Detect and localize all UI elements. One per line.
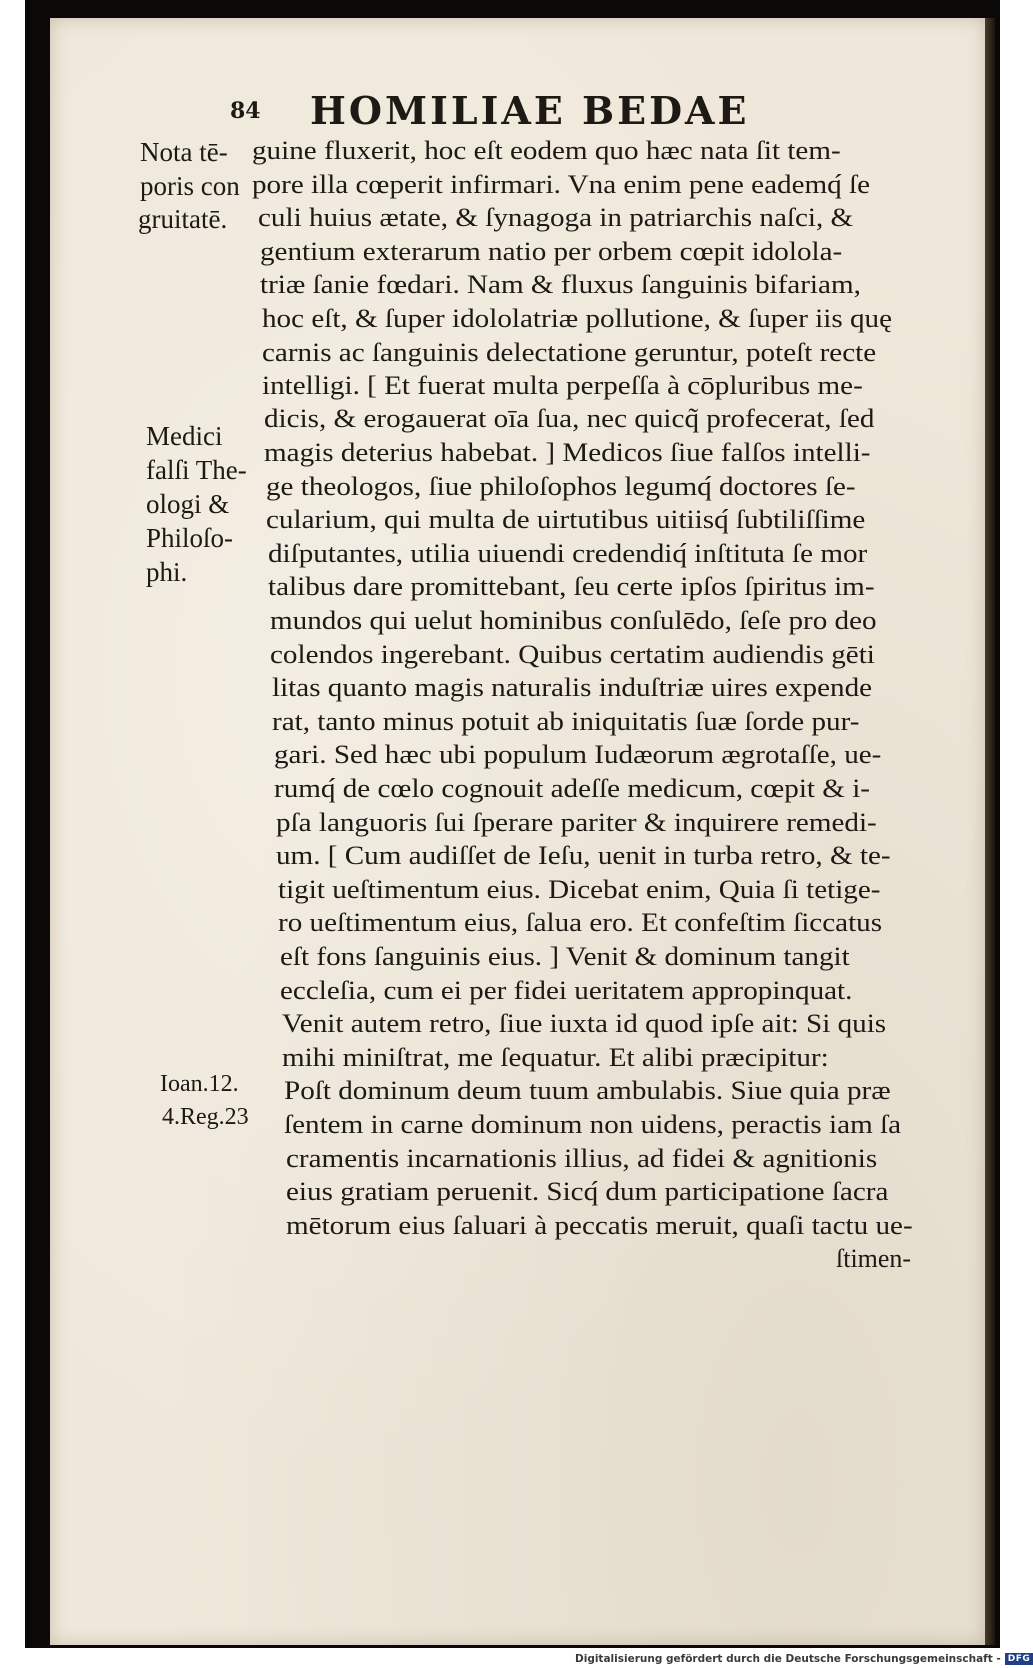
credit-text: Digitalisierung gefördert durch die Deutsche Forschungsgemeinschaft - xyxy=(575,1653,1001,1665)
text-line: culi huius ætate, & ſynagoga in patriarchis naſci, & xyxy=(258,203,854,232)
marginal-reference: Ioan.12. xyxy=(160,1071,239,1097)
text-line: tigit ueſtimentum eius. Dicebat enim, Quia ſi tetige- xyxy=(278,875,881,904)
page-number: 84 xyxy=(230,98,261,124)
text-line: colendos ingerebant. Quibus certatim audiendis gēti xyxy=(270,640,875,669)
text-line: rat, tanto minus potuit ab iniquitatis ſuæ ſorde pur- xyxy=(272,707,860,736)
text-line: eſt fons ſanguinis eius. ] Venit & dominum tangit xyxy=(280,942,850,971)
running-title: HOMILIAE BEDAE xyxy=(310,88,750,133)
text-line: pore illa cœperit infirmari. Vna enim pene eademq́ ſe xyxy=(252,170,871,199)
text-line: um. [ Cum audiſſet de Ieſu, uenit in turba retro, & te- xyxy=(276,841,891,870)
text-line: ſentem in carne dominum non uidens, peractis iam ſa xyxy=(284,1110,902,1139)
text-line: eius gratiam peruenit. Sicq́ dum participatione ſacra xyxy=(286,1177,889,1206)
marginal-note-line: phi. xyxy=(146,557,188,587)
text-line: guine fluxerit, hoc eſt eodem quo hæc nata ſit tem- xyxy=(252,136,841,165)
text-line: gari. Sed hæc ubi populum Iudæorum ægrotaſſe, ue- xyxy=(274,740,882,769)
marginal-note-line: ologi & xyxy=(146,489,230,519)
text-line: litas quanto magis naturalis induſtriæ uires expende xyxy=(272,673,873,702)
text-line: triæ ſanie fœdari. Nam & fluxus ſanguinis bifariam, xyxy=(260,270,861,299)
text-line: mundos qui uelut hominibus conſulēdo, ſeſe pro deo xyxy=(270,606,877,635)
text-line: hoc eſt, & ſuper idololatriæ pollutione, & ſuper iis quę xyxy=(262,304,893,333)
dfg-logo: DFG xyxy=(1005,1653,1033,1665)
text-line: pſa languoris ſui ſperare pariter & inquirere remedi- xyxy=(276,808,877,837)
marginal-note-line: Nota tē- xyxy=(140,137,228,167)
text-line: talibus dare promittebant, ſeu certe ipſos ſpiritus im- xyxy=(268,572,875,601)
text-line: rumq́ de cœlo cognouit adeſſe medicum, cœpit & i- xyxy=(274,774,870,803)
marginal-note-line: falſi The- xyxy=(146,455,247,485)
text-line: ro ueſtimentum eius, ſalua ero. Et confeſtim ſiccatus xyxy=(278,908,883,937)
text-line: gentium exterarum natio per orbem cœpit idolola- xyxy=(260,237,843,266)
text-line: magis deterius habebat. ] Medicos ſiue falſos intelli- xyxy=(264,438,871,467)
text-line: eccleſia, cum ei per fidei ueritatem appropinquat. xyxy=(280,976,853,1005)
text-line: Poſt dominum deum tuum ambulabis. Siue quia præ xyxy=(284,1076,891,1105)
marginal-note-line: Medici xyxy=(146,421,223,451)
text-line: dicis, & erogauerat oīa ſua, nec quicq̃ profecerat, ſed xyxy=(264,404,875,433)
text-line: Venit autem retro, ſiue iuxta id quod ipſe ait: Si quis xyxy=(282,1009,887,1038)
text-line: intelligi. [ Et fuerat multa perpeſſa à cōpluribus me- xyxy=(262,371,863,400)
text-line: carnis ac ſanguinis delectatione geruntur, poteſt recte xyxy=(262,338,877,367)
catchword: ſtimen- xyxy=(836,1244,912,1273)
text-line: ge theologos, ſiue philoſophos legumq́ doctores ſe- xyxy=(266,472,856,501)
marginal-reference: 4.Reg.23 xyxy=(162,1104,249,1130)
text-line: cramentis incarnationis illius, ad fidei & agnitionis xyxy=(286,1144,878,1173)
text-line: diſputantes, utilia uiuendi credendiq́ inſtituta ſe mor xyxy=(268,539,868,568)
marginal-note-line: poris con xyxy=(140,171,240,201)
text-line: mētorum eius ſaluari à peccatis meruit, quaſi tactu ue- xyxy=(286,1211,913,1240)
digitization-credit xyxy=(575,1651,1033,1667)
text-line: cularium, qui multa de uirtutibus uitiisq́ ſubtiliſſime xyxy=(266,505,866,534)
marginal-note-line: Philoſo- xyxy=(146,523,234,553)
text-line: mihi miniſtrat, me ſequatur. Et alibi præcipitur: xyxy=(282,1043,829,1072)
marginal-note-line: gruitatē. xyxy=(138,204,228,234)
